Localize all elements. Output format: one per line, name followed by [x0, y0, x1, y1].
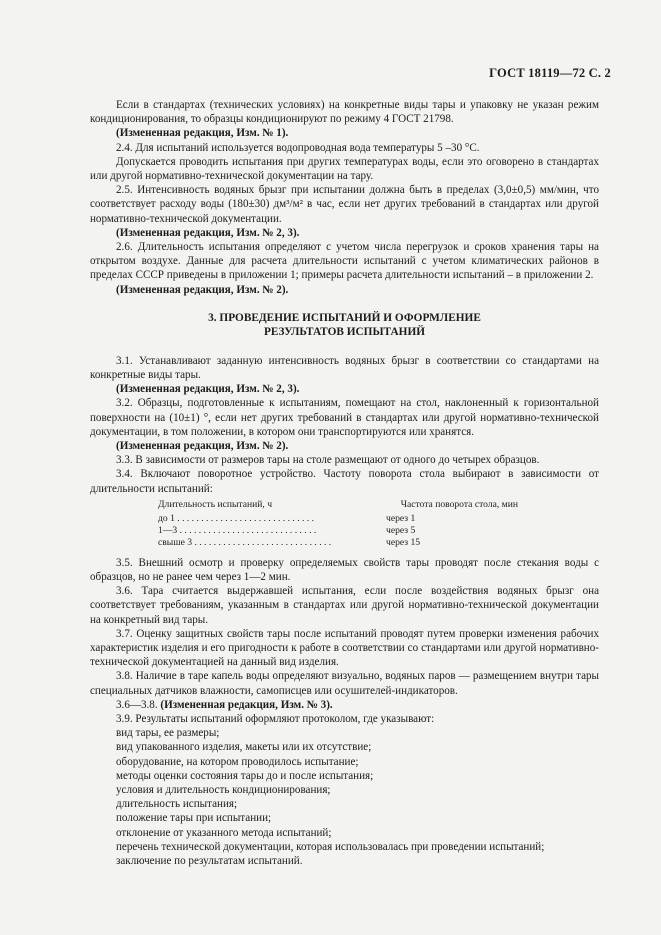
frequency-cell: через 5	[386, 525, 416, 537]
section-3-title	[90, 311, 599, 339]
duration-cell: до 1	[158, 513, 175, 525]
section-title-line: 3. ПРОВЕДЕНИЕ ИСПЫТАНИЙ И ОФОРМЛЕНИЕ	[208, 311, 481, 324]
list-item: методы оценки состояния тары до и после испытания;	[116, 769, 374, 782]
duration-column-header: Длительность испытаний, ч	[158, 498, 273, 510]
paragraph: 3.1. Устанавливают заданную интенсивность водяных брызг в соответствии со стандартами на конкретные виды тары.	[90, 354, 599, 382]
section-3-paragraphs-b	[90, 556, 599, 698]
edit-note	[90, 698, 599, 712]
list-item: вид упакованного изделия, макеты или их отсутствие;	[116, 741, 372, 754]
dot-leader: . . . . . . . . . . . . . . . . . . . . . . . . . . . . .	[177, 525, 317, 537]
protocol-intro: 3.9. Результаты испытаний оформляют протоколом, где указывают:	[116, 712, 435, 725]
paragraph: 2.5. Интенсивность водяных брызг при испытании должна быть в пределах (3,0±0,5) мм/мин, что соответствует расходу воды (180±30) дм³/м² в час, если нет других требований в стандартах или другой нормативно-технической документации.	[90, 184, 599, 225]
paragraph: 2.4. Для испытаний используется водопроводная вода температуры 5 –30 °С.	[116, 141, 480, 154]
paragraph: 3.4. Включают поворотное устройство. Частоту поворота стола выбирают в зависимости от длительности испытаний:	[90, 468, 599, 495]
rotation-table-body	[158, 513, 518, 550]
section-2-continuation	[90, 98, 599, 297]
list-item: длительность испытания;	[116, 798, 238, 811]
list-item: отклонение от указанного метода испытаний;	[116, 826, 332, 839]
list-item: вид тары, ее размеры;	[116, 727, 220, 740]
paragraph: Если в стандартах (технических условиях) на конкретные виды тары и упаковку не указан режим кондиционирования, то образцы кондиционируют по режиму 4 ГОСТ 21798.	[90, 99, 599, 126]
table-row	[158, 537, 518, 549]
list-item: перечень технической документации, которая использовалась при проведении испытаний;	[116, 840, 545, 853]
list-item: условия и длительность кондиционирования;	[116, 783, 331, 796]
paragraph: 3.7. Оценку защитных свойств тары после испытаний проводят путем проверки изменения рабочих характеристик изделия и его пригодности к работе в соответствии со стандартами или другой нормативно-технической документацией на данный вид изделия.	[90, 627, 599, 669]
dot-leader: . . . . . . . . . . . . . . . . . . . . . . . . . . . . .	[174, 513, 314, 525]
edit-note: (Измененная редакция, Изм. № 2).	[116, 440, 289, 453]
edit-note-text: (Измененная редакция, Изм. № 3).	[160, 698, 333, 711]
document-body	[90, 98, 599, 868]
frequency-column-header: Частота поворота стола, мин	[400, 498, 518, 510]
table-row	[158, 513, 518, 525]
edit-note-prefix: 3.6—3.8.	[116, 698, 161, 711]
list-item: заключение по результатам испытаний.	[116, 854, 303, 867]
edit-note: (Измененная редакция, Изм. № 2).	[116, 283, 289, 296]
edit-note: (Измененная редакция, Изм. № 2, 3).	[116, 383, 300, 396]
dot-leader: . . . . . . . . . . . . . . . . . . . . . . . . . . . . .	[192, 537, 332, 549]
duration-cell: свыше 3	[158, 537, 193, 549]
frequency-cell: через 15	[386, 537, 421, 549]
protocol-items-list	[90, 726, 599, 868]
list-item: положение тары при испытании;	[116, 812, 272, 825]
paragraph: 3.8. Наличие в таре капель воды определяют визуально, водяных паров — размещением внутри тары специальных датчиков влажности, самописцев или осушителей-индикаторов.	[90, 670, 599, 697]
rotation-table-header	[158, 499, 518, 511]
page-header: ГОСТ 18119—72 С. 2	[489, 66, 611, 80]
section-title-line: РЕЗУЛЬТАТОВ ИСПЫТАНИЙ	[263, 325, 426, 338]
edit-note: (Измененная редакция, Изм. № 1).	[116, 127, 289, 140]
paragraph: 3.3. В зависимости от размеров тары на столе размещают от одного до четырех образцов.	[116, 454, 540, 467]
paragraph: Допускается проводить испытания при других температурах воды, если это оговорено в стандартах или другой нормативно-технической документации на тару.	[90, 155, 599, 183]
list-item: оборудование, на котором проводилось испытание;	[116, 755, 359, 768]
paragraph: 3.6. Тара считается выдержавшей испытания, если после воздействия водяных брызг она соответствует требованиям, указанным в стандартах или другой нормативно-технической документации на конкретный вид тары.	[90, 585, 599, 626]
rotation-table	[158, 499, 518, 550]
paragraph: 2.6. Длительность испытания определяют с учетом числа перегрузок и сроков хранения тары на открытом воздухе. Данные для расчета длительности испытаний с учетом климатических районов в пределах СССР приведены в приложении 1; примеры расчета длительности испытаний – в приложении 2.	[90, 241, 599, 282]
edit-note: (Измененная редакция, Изм. № 2, 3).	[116, 226, 300, 239]
frequency-cell: через 1	[386, 513, 416, 525]
section-3-paragraphs-a	[90, 354, 599, 496]
table-row	[158, 525, 518, 537]
paragraph: 3.5. Внешний осмотр и проверку определяемых свойств тары проводят после стекания воды с образцов, но не ранее чем через 1—2 мин.	[90, 556, 599, 583]
duration-cell: 1—3	[158, 525, 178, 537]
paragraph: 3.2. Образцы, подготовленные к испытаниям, помещают на стол, наклоненный к горизонтальной поверхности на (10±1) °, если нет других требований в стандартах или другой нормативно-технической документации, в том положении, в котором они транспортируются или хранятся.	[90, 397, 599, 438]
